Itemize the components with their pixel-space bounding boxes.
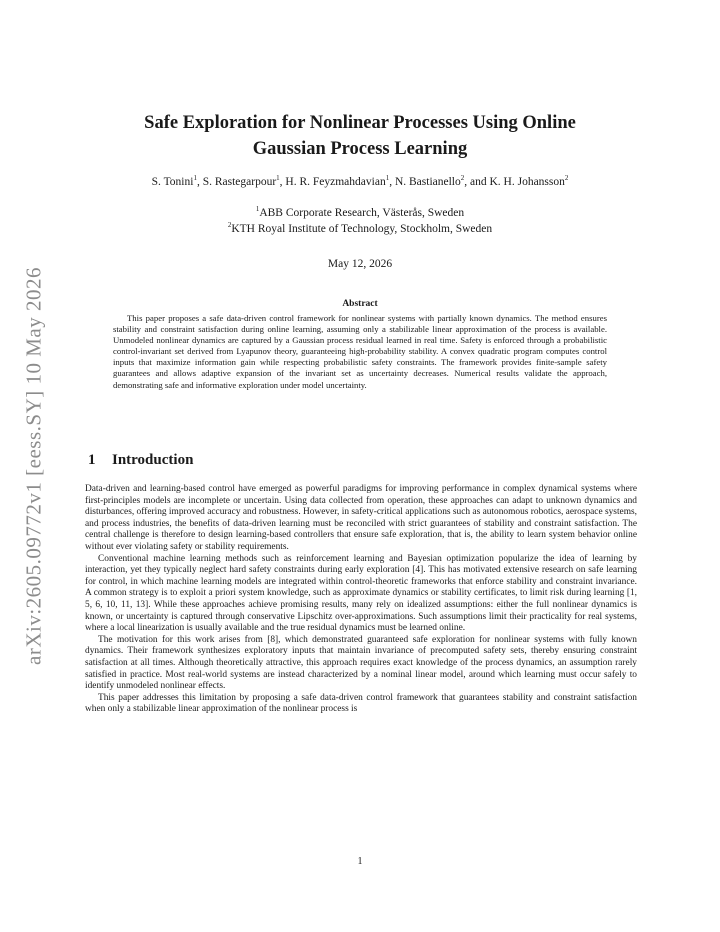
title-line-1: Safe Exploration for Nonlinear Processes Using Online <box>144 113 576 133</box>
paragraph: This paper addresses this limitation by proposing a safe data-driven control framework that guarantees stability and constraint satisfaction when only a stabilizable linear approximation of the nonlinear process is <box>85 692 637 715</box>
page-number: 1 <box>357 856 363 867</box>
author: N. Bastianello$^2$ <box>394 174 465 188</box>
paper-date: May 12, 2026 <box>327 258 393 270</box>
paragraph: The motivation for this work arises from [8], which demonstrated guaranteed safe exploration for nonlinear systems with fully known dynamics. Their framework synthesizes exploratory inputs that maintain invariance of precomputed safety sets, thereby ensuring constraint satisfaction at all times. Although theoretically attractive, this approach requires exact knowledge of the process dynamics, an assumption rarely satisfied in practice. Most real-world systems are instead characterized by a nominal linear model, around which learning must occur safely to identify unmodeled nonlinear effects. <box>85 634 637 692</box>
abstract-heading: Abstract <box>342 299 378 309</box>
title-line-2: Gaussian Process Learning <box>252 139 468 159</box>
affiliation: $^1$ABB Corporate Research, Västerås, Sweden <box>255 205 465 219</box>
affiliation: $^2$KTH Royal Institute of Technology, Stockholm, Sweden <box>227 221 493 235</box>
author: K. H. Johansson$^2$ <box>489 174 569 188</box>
arxiv-identifier: arXiv:2605.09772v1 [eess.SY] 10 May 2026 <box>21 267 46 665</box>
paper-title <box>80 110 640 162</box>
section-number: 1 <box>88 452 96 468</box>
abstract-text: This paper proposes a safe data-driven control framework for nonlinear systems with partially known dynamics. The method ensures stability and constraint satisfaction during online learning, assuming only a stabilizable linear approximation of the process is available. Unmodeled nonlinear dynamics are captured by a Gaussian process residual learned in real time. Safety is enforced through a probabilistic control-invariant set derived from Lyapunov theory, guaranteeing high-probability stability. A convex quadratic program computes control inputs that maximize information gain while respecting probabilistic safety constraints. The framework provides finite-sample safety guarantees and allows adaptive expansion of the invariant set as uncertainty decreases. Numerical results validate the approach, demonstrating safe and informative exploration under model uncertainty. <box>113 313 607 390</box>
paragraph: Data-driven and learning-based control have emerged as powerful paradigms for improving performance in complex dynamical systems where first-principles models are incomplete or uncertain. Using data collected from operation, these approaches can adapt to unknown dynamics and disturbances, offering improved accuracy and robustness. However, in safety-critical applications such as autonomous robotics, aerospace systems, and process industries, the benefits of data-driven learning must be reconciled with strict guarantees of stability and constraint satisfaction. The central challenge is therefore to design learning-based controllers that ensure safe exploration, that is, the ability to learn system behavior online without ever violating safety or stability requirements. <box>85 484 637 552</box>
paragraph: Conventional machine learning methods such as reinforcement learning and Bayesian optimization popularize the idea of learning by interaction, yet they typically neglect hard safety constraints during early exploration [4]. This has motivated extensive research on safe learning for control, in which machine learning models are integrated within control-theoretic frameworks that enforce stability and constraint invariance. A common strategy is to exploit a priori system knowledge, such as approximate dynamics or stability certificates, to limit risk during learning [1, 5, 6, 10, 11, 13]. While these approaches achieve promising results, many rely on idealized assumptions: either the full nonlinear dynamics is known, or uncertainty is captured through conservative Lipschitz over-approximations. Such assumptions limit their practicality for real systems, where a local linearization is usually available and the true residual dynamics must be learned online. <box>85 553 637 634</box>
author: S. Rastegarpour$^1$ <box>202 174 280 188</box>
author: H. R. Feyzmahdavian$^1$ <box>285 174 390 188</box>
author: S. Tonini$^1$ <box>151 174 197 188</box>
author-list: S. Tonini$^1$, S. Rastegarpour$^1$, H. R. Feyzmahdavian$^1$, N. Bastianello$^2$, and K. H. Johansson$^2$ <box>151 174 569 188</box>
affiliations <box>80 205 640 237</box>
section-title: Introduction <box>112 452 194 468</box>
section-body <box>85 484 637 716</box>
section-heading <box>88 452 193 469</box>
